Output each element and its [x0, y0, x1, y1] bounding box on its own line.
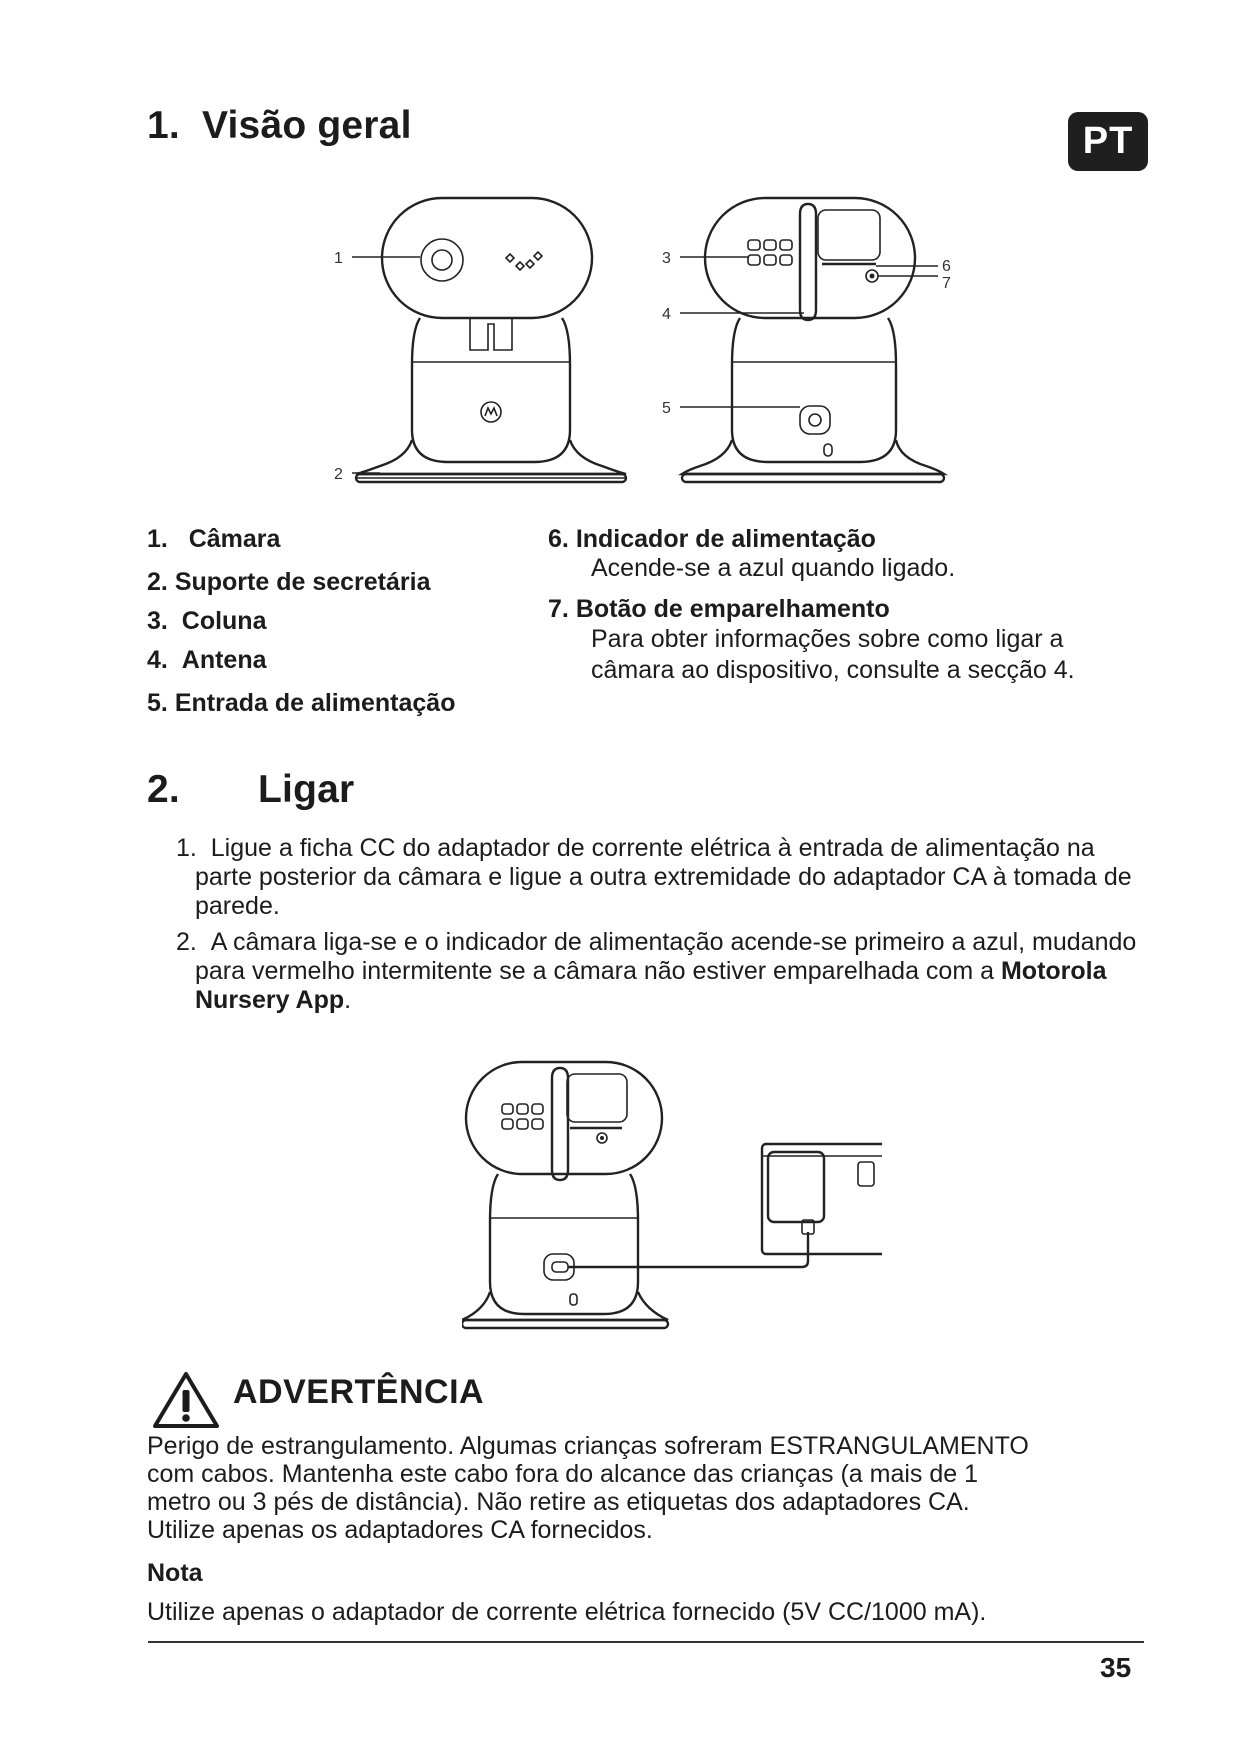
setup-steps: [147, 834, 1147, 1024]
callout-4: 4: [662, 306, 671, 323]
section-1-heading: [147, 104, 412, 148]
step-1: 1. Ligue a ficha CC do adaptador de corrente elétrica à entrada de alimentação na parte posterior da câmara e ligue a outra extremidade do adaptador CA à tomada de parede.: [176, 834, 1132, 920]
section-2-number: 2.: [147, 768, 180, 811]
callout-6: 6: [942, 258, 951, 275]
camera-rear-view: [682, 198, 944, 482]
camera-front-view: [356, 198, 626, 482]
camera-overview-diagram: [320, 190, 980, 500]
diagram-callouts: [334, 250, 951, 483]
camera-rear-connected: [462, 1062, 668, 1328]
section-1-title: Visão geral: [202, 104, 412, 147]
note-title: Nota: [147, 1559, 203, 1587]
warning-icon: [151, 1370, 221, 1430]
legend-item-5: 5. Entrada de alimentação: [147, 689, 456, 717]
power-connection-diagram: [462, 1056, 882, 1336]
warning-line-3: metro ou 3 pés de distância). Não retire as etiquetas dos adaptadores CA.: [147, 1488, 970, 1516]
section-1-number: 1.: [147, 104, 180, 147]
footer-divider: [148, 1641, 1144, 1643]
legend-item-6: 6. Indicador de alimentação: [548, 525, 876, 553]
legend-item-1: 1. Câmara: [147, 525, 281, 553]
ac-adapter: [568, 1144, 882, 1267]
callout-7: 7: [942, 275, 951, 292]
warning-title: ADVERTÊNCIA: [233, 1373, 485, 1411]
warning-line-4: Utilize apenas os adaptadores CA fornecidos.: [147, 1516, 653, 1544]
legend-item-7: 7. Botão de emparelhamento: [548, 595, 890, 623]
legend-item-4: 4. Antena: [147, 646, 267, 674]
legend-item-6-desc: Acende-se a azul quando ligado.: [591, 554, 956, 582]
warning-text: [147, 1432, 1157, 1544]
callout-1: 1: [334, 250, 343, 267]
section-2-title: Ligar: [258, 768, 355, 811]
callout-2: 2: [334, 466, 343, 483]
callout-5: 5: [662, 400, 671, 417]
section-2-heading: [147, 768, 354, 812]
legend-item-3: 3. Coluna: [147, 607, 267, 635]
legend-item-2: 2. Suporte de secretária: [147, 568, 431, 596]
language-badge: PT: [1068, 112, 1148, 171]
warning-line-2: com cabos. Mantenha este cabo fora do alcance das crianças (a mais de 1: [147, 1460, 979, 1488]
page-number: 35: [1100, 1652, 1132, 1683]
note-text: Utilize apenas o adaptador de corrente elétrica fornecido (5V CC/1000 mA).: [147, 1598, 987, 1626]
legend-item-7-desc-line-1: Para obter informações sobre como ligar a: [591, 625, 1064, 653]
legend-item-7-desc-line-2: câmara ao dispositivo, consulte a secção 4.: [591, 656, 1075, 684]
callout-3: 3: [662, 250, 671, 267]
step-2: 2. A câmara liga-se e o indicador de alimentação acende-se primeiro a azul, mudando para vermelho intermitente se a câmara não estiver emparelhada com a Motorola Nursery App.: [176, 928, 1137, 1014]
warning-line-1: Perigo de estrangulamento. Algumas crianças sofreram ESTRANGULAMENTO: [147, 1432, 1029, 1460]
